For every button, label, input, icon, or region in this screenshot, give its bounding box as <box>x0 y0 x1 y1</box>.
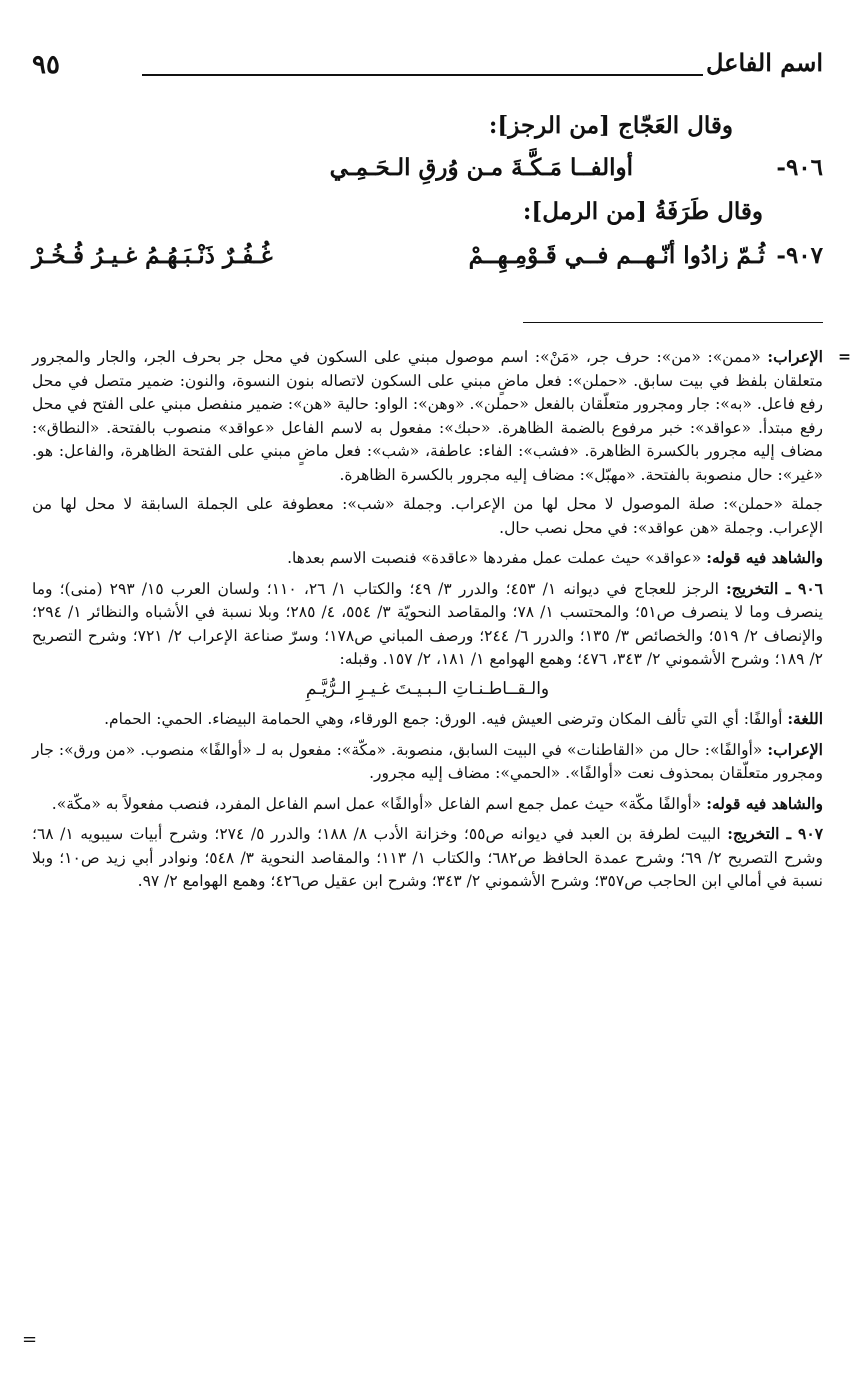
note-jumal: جملة «حملن»: صلة الموصول لا محل لها من الإعراب. وجملة «شب»: معطوفة على الجملة السابقة لا محل لها من الإعراب. وجملة «هن عواقد»: في محل نصب حال. <box>32 495 823 537</box>
running-header <box>32 48 823 88</box>
note-irab-906 <box>32 738 823 786</box>
page-number: ٩٥ <box>32 50 60 80</box>
takhrij-906-label: ٩٠٦ ـ التخريج: <box>726 578 823 598</box>
verse-907-first-hemistich: ثُـمّ زادُوا أنّـهــم فــي قَـوْمِـهِــمْ <box>468 242 765 269</box>
verse-906 <box>32 154 823 198</box>
preceding-verse: والـقــاطـنـاتِ الـبـيـتَ غـيـرِ الـرُّيَّـمِ <box>305 678 550 699</box>
header-rule <box>142 74 703 76</box>
note-irab <box>32 345 851 487</box>
verse-number-907: ٩٠٧- <box>776 242 823 269</box>
verse-907 <box>32 242 823 286</box>
continuation-mark: = <box>838 347 851 366</box>
note-907-takhrij <box>32 822 823 894</box>
irab-text: «ممن»: «من»: حرف جر، «مَنْ»: اسم موصول مبني على السكون في محل جر بحرف الجر، والجار والمجرور متعلقان بلفظ في بيت سابق. «حملن»: فعل ماضٍ مبني على السكون لاتصاله بنون النسوة، والنون: ضمير متصل في محل رفع فاعل. «به»: جار ومجرور متعلّقان بالفعل «حملن». «وهن»: الواو: حالية «هن»: ضمير منفصل مبني على الفتح في محل رفع مبتدأ. «عواقد»: خبر مرفوع بالضمة الظاهرة. «حبك»: مفعول به لاسم الفاعل «عواقد» منصوب بالفتحة. «النطاق»: مضاف إليه مجرور بالكسرة الظاهرة. «فشب»: الفاء: عاطفة، «شب»: فعل ماضٍ مبني على الفتحة الظاهرة، والفاعل: هو. «غير»: حال منصوبة بالفتحة. «مهبّل»: مضاف إليه مجرور بالكسرة الظاهرة. <box>32 348 823 484</box>
takhrij-907-label: ٩٠٧ ـ التخريج: <box>727 824 824 843</box>
shahid-text: «عواقد» حيث عملت عمل مفردها «عاقدة» فنصبت الاسم بعدها. <box>287 549 702 567</box>
irab2-label: الإعراب: <box>767 739 823 759</box>
footnote-divider <box>523 322 823 323</box>
note-shahid <box>32 546 823 571</box>
irab2-text: «أوالفًا»: حال من «القاطنات» في البيت السابق، منصوبة. «مكّة»: مفعول به لـ «أوالفًا» منصوب. «من ورق»: جار ومجرور متعلّقان بمحذوف نعت «أوالفًا». «الحمي»: مضاف إليه مجرور. <box>32 740 823 782</box>
shahid2-label: والشاهد فيه قوله: <box>706 793 823 813</box>
verse-section <box>32 112 823 286</box>
chapter-title: اسم الفاعل <box>705 48 823 77</box>
verse-intro-906: وقال العَجّاج [من الرجز]: <box>488 112 733 139</box>
verse-intro-907: وقال طَرَفَةُ [من الرمل]: <box>522 198 763 225</box>
note-906-takhrij <box>32 577 823 672</box>
lugha-label: اللغة: <box>787 709 823 728</box>
shahid-label: والشاهد فيه قوله: <box>706 548 823 567</box>
note-lugha <box>32 707 823 732</box>
lugha-text: أوالفًا: أي التي تألف المكان وترضى العيش فيه. الورق: جمع الورقاء، وهي الحمامة البيضاء. الحمي: الحمام. <box>104 710 783 728</box>
book-page <box>22 0 851 1380</box>
takhrij-906-text: الرجز للعجاج في ديوانه ١/ ٤٥٣؛ والدرر ٣/ ٤٩؛ والكتاب ١/ ٢٦، ١١٠؛ ولسان العرب ١٥/ ٢٩٣ (منى)؛ وما ينصرف وما لا ينصرف ص٥١؛ والمحتسب ١/ ٧٨؛ والمقاصد النحويّة ٣/ ٥٥٤، ٤/ ٢٨٥؛ وبلا نسبة في الأشباه والنظائر ١/ ٢٩٤؛ والإنصاف ٢/ ٥١٩؛ والخصائص ٣/ ١٣٥؛ والدرر ٦/ ٢٤٤؛ ورصف المباني ص١٧٨؛ وسرّ صناعة الإعراب ٢/ ٧٢١؛ وشرح التصريح ٢/ ١٨٩؛ وشرح الأشموني ٢/ ٣٤٣، ٤٧٦؛ وهمع الهوامع ١/ ١٨١، ٢/ ١٥٧. وقبله: <box>32 579 823 668</box>
takhrij-907-text: البيت لطرفة بن العبد في ديوانه ص٥٥؛ وخزانة الأدب ٨/ ١٨٨؛ والدرر ٥/ ٢٧٤؛ وشرح أبيات سيبويه ١/ ٦٨؛ وشرح التصريح ٢/ ٦٩؛ وشرح عمدة الحافظ ص٦٨٢؛ والكتاب ١/ ١١٣؛ والمقاصد النحوية ٣/ ٥٤٨؛ ونوادر أبي زيد ص١٠؛ وبلا نسبة في أمالي ابن الحاجب ص٣٥٧؛ وشرح الأشموني ٢/ ٣٤٣؛ وشرح ابن عقيل ص٤٢٦؛ وهمع الهوامع ٢/ ٩٧. <box>32 825 823 890</box>
verse-907-second-hemistich: غُـفُـرٌ ذَنْـبَـهُـمُ غـيـرُ فُـخُـرْ <box>32 242 273 269</box>
shahid2-text: «أوالفًا مكّة» حيث عمل جمع اسم الفاعل «أوالفًا» عمل اسم الفاعل المفرد، فنصب مفعولاً به «مكّة». <box>51 794 702 813</box>
verse-number-906: ٩٠٦- <box>776 154 823 181</box>
end-continuation-mark: = <box>22 1329 38 1350</box>
verse-906-text: أوالفــا مَـكَّـةَ مـن وُرقِ الـحَـمِـي <box>329 154 633 181</box>
footnotes <box>32 345 851 900</box>
note-shahid-906 <box>32 792 823 817</box>
irab-label: الإعراب: <box>767 347 823 366</box>
